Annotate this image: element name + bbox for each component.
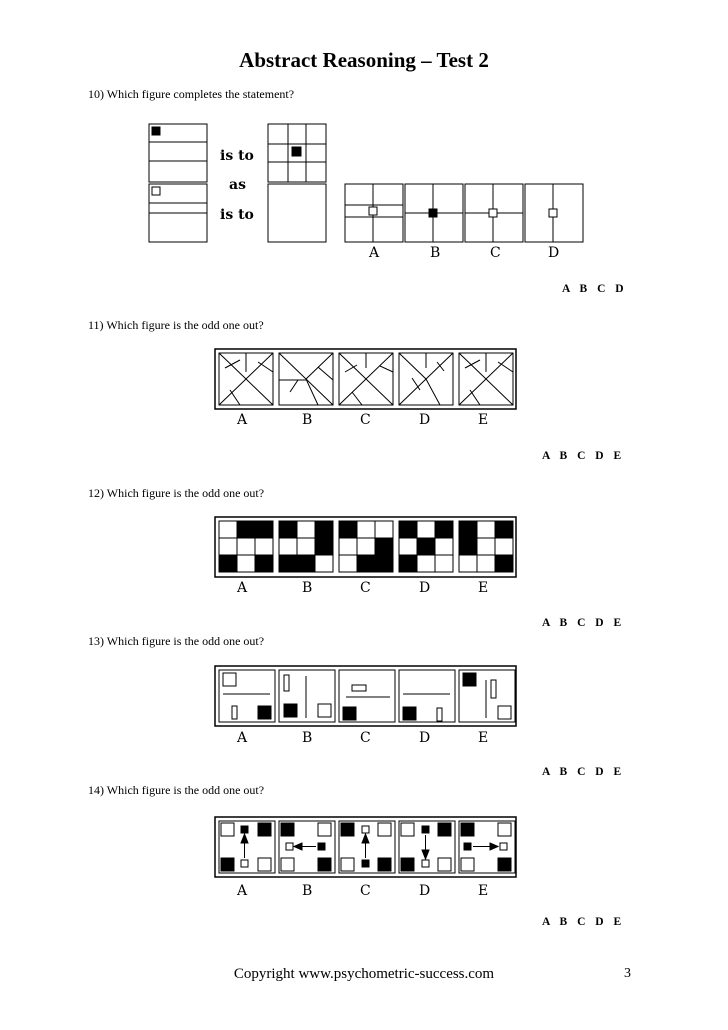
grid-cell <box>375 521 393 538</box>
grid-cell <box>495 521 513 538</box>
page-title: Abstract Reasoning – Test 2 <box>239 48 489 72</box>
figure-label-e: E <box>478 412 489 428</box>
q12-option-a <box>219 521 273 572</box>
grid-cell <box>279 538 297 555</box>
q13-option-b <box>279 670 335 722</box>
q11-option-e <box>459 353 513 405</box>
grid-cell <box>477 555 495 572</box>
figure-label-c: C <box>360 730 371 746</box>
grid-cell <box>399 538 417 555</box>
as-label: as <box>229 177 246 193</box>
figure-label-c: C <box>490 245 501 261</box>
grid-cell <box>339 555 357 572</box>
grid-cell <box>315 555 333 572</box>
grid-cell <box>255 538 273 555</box>
q10-option-a <box>345 184 403 242</box>
figure-label-b: B <box>302 883 313 899</box>
question-number: 11) <box>88 318 104 332</box>
grid-cell <box>255 521 273 538</box>
grid-cell <box>417 538 435 555</box>
grid-cell <box>219 555 237 572</box>
grid-cell <box>315 538 333 555</box>
question-text: Which figure is the odd one out? <box>106 318 264 332</box>
answer-choices-q12[interactable]: A B C D E <box>542 617 622 629</box>
grid-cell <box>477 521 495 538</box>
figure-label-d: D <box>419 730 431 746</box>
grid-cell <box>375 555 393 572</box>
q11-option-c <box>339 353 393 405</box>
figure-label-a: A <box>369 245 380 261</box>
q13-option-d <box>399 670 455 722</box>
figure-label-a: A <box>237 730 248 746</box>
grid-cell <box>357 555 375 572</box>
q10-figure-1 <box>149 124 207 182</box>
grid-cell <box>357 538 375 555</box>
q12-option-b <box>279 521 333 572</box>
figure-label-b: B <box>302 730 313 746</box>
q14-option-b <box>279 821 335 873</box>
grid-cell <box>399 555 417 572</box>
grid-cell <box>435 555 453 572</box>
is-to-label: is to <box>220 148 254 164</box>
figure-label-d: D <box>419 580 431 596</box>
question-text: Which figure is the odd one out? <box>106 634 265 648</box>
footer-copyright: Copyright www.psychometric-success.com <box>233 966 495 982</box>
grid-cell <box>237 521 255 538</box>
question-text: Which figure completes the statement? <box>106 87 295 101</box>
grid-cell <box>279 521 297 538</box>
q10-option-c <box>465 184 523 242</box>
is-to-label: is to <box>220 207 254 223</box>
grid-cell <box>459 538 477 555</box>
figure-label-e: E <box>478 580 489 596</box>
q13-option-e <box>459 670 515 722</box>
q11-option-d <box>399 353 453 405</box>
q13-option-c <box>339 670 395 722</box>
grid-cell <box>339 538 357 555</box>
page-number: 3 <box>624 966 631 981</box>
grid-cell <box>459 555 477 572</box>
q13-option-a <box>219 670 275 722</box>
figure-label-d: D <box>419 883 431 899</box>
grid-cell <box>459 521 477 538</box>
figure-label-e: E <box>478 883 489 899</box>
grid-cell <box>357 521 375 538</box>
figure-label-a: A <box>237 580 248 596</box>
figure-label-c: C <box>360 412 371 428</box>
figure-label-b: B <box>430 245 441 261</box>
question-number: 12) <box>88 486 104 500</box>
grid-cell <box>495 538 513 555</box>
q10-figure-2 <box>268 124 326 182</box>
q12-option-d <box>399 521 453 572</box>
grid-cell <box>237 555 255 572</box>
figure-label-a: A <box>237 412 248 428</box>
grid-cell <box>477 538 495 555</box>
grid-cell <box>375 538 393 555</box>
grid-cell <box>297 521 315 538</box>
grid-cell <box>219 521 237 538</box>
q14-option-a <box>219 821 275 873</box>
q11-option-b <box>279 353 333 405</box>
q11-option-a <box>219 353 273 405</box>
grid-cell <box>297 555 315 572</box>
figure-label-b: B <box>302 412 313 428</box>
q12-grids <box>219 521 513 572</box>
q10-figure-4-blank <box>268 184 326 242</box>
grid-cell <box>417 555 435 572</box>
grid-cell <box>255 555 273 572</box>
grid-cell <box>435 521 453 538</box>
question-text: Which figure is the odd one out? <box>106 486 265 500</box>
grid-cell <box>339 521 357 538</box>
figure-label-c: C <box>360 883 371 899</box>
grid-cell <box>435 538 453 555</box>
answer-choices-q10[interactable]: A B C D <box>562 283 624 295</box>
grid-cell <box>279 555 297 572</box>
q10-option-b <box>405 184 463 242</box>
grid-cell <box>237 538 255 555</box>
answer-choices-q13[interactable]: A B C D E <box>542 766 622 778</box>
grid-cell <box>495 555 513 572</box>
grid-cell <box>399 521 417 538</box>
q10-option-d <box>525 184 583 242</box>
figure-label-b: B <box>302 580 313 596</box>
answer-choices-q11[interactable]: A B C D E <box>542 450 622 462</box>
q12-option-e <box>459 521 513 572</box>
answer-choices-q14[interactable]: A B C D E <box>542 916 622 928</box>
grid-cell <box>315 521 333 538</box>
question-text: Which figure is the odd one out? <box>106 783 265 797</box>
figure-label-d: D <box>419 412 431 428</box>
grid-cell <box>417 521 435 538</box>
grid-cell <box>297 538 315 555</box>
q14-option-c <box>339 821 395 873</box>
figure-label-d: D <box>548 245 560 261</box>
q14-option-d <box>399 821 455 873</box>
grid-cell <box>219 538 237 555</box>
figure-label-a: A <box>237 883 248 899</box>
q12-option-c <box>339 521 393 572</box>
q14-option-e <box>459 821 515 873</box>
q10-figure-3 <box>149 184 207 242</box>
question-number: 13) <box>88 634 104 648</box>
figure-label-c: C <box>360 580 371 596</box>
question-number: 14) <box>88 783 104 797</box>
figure-label-e: E <box>478 730 489 746</box>
question-number: 10) <box>88 87 104 101</box>
